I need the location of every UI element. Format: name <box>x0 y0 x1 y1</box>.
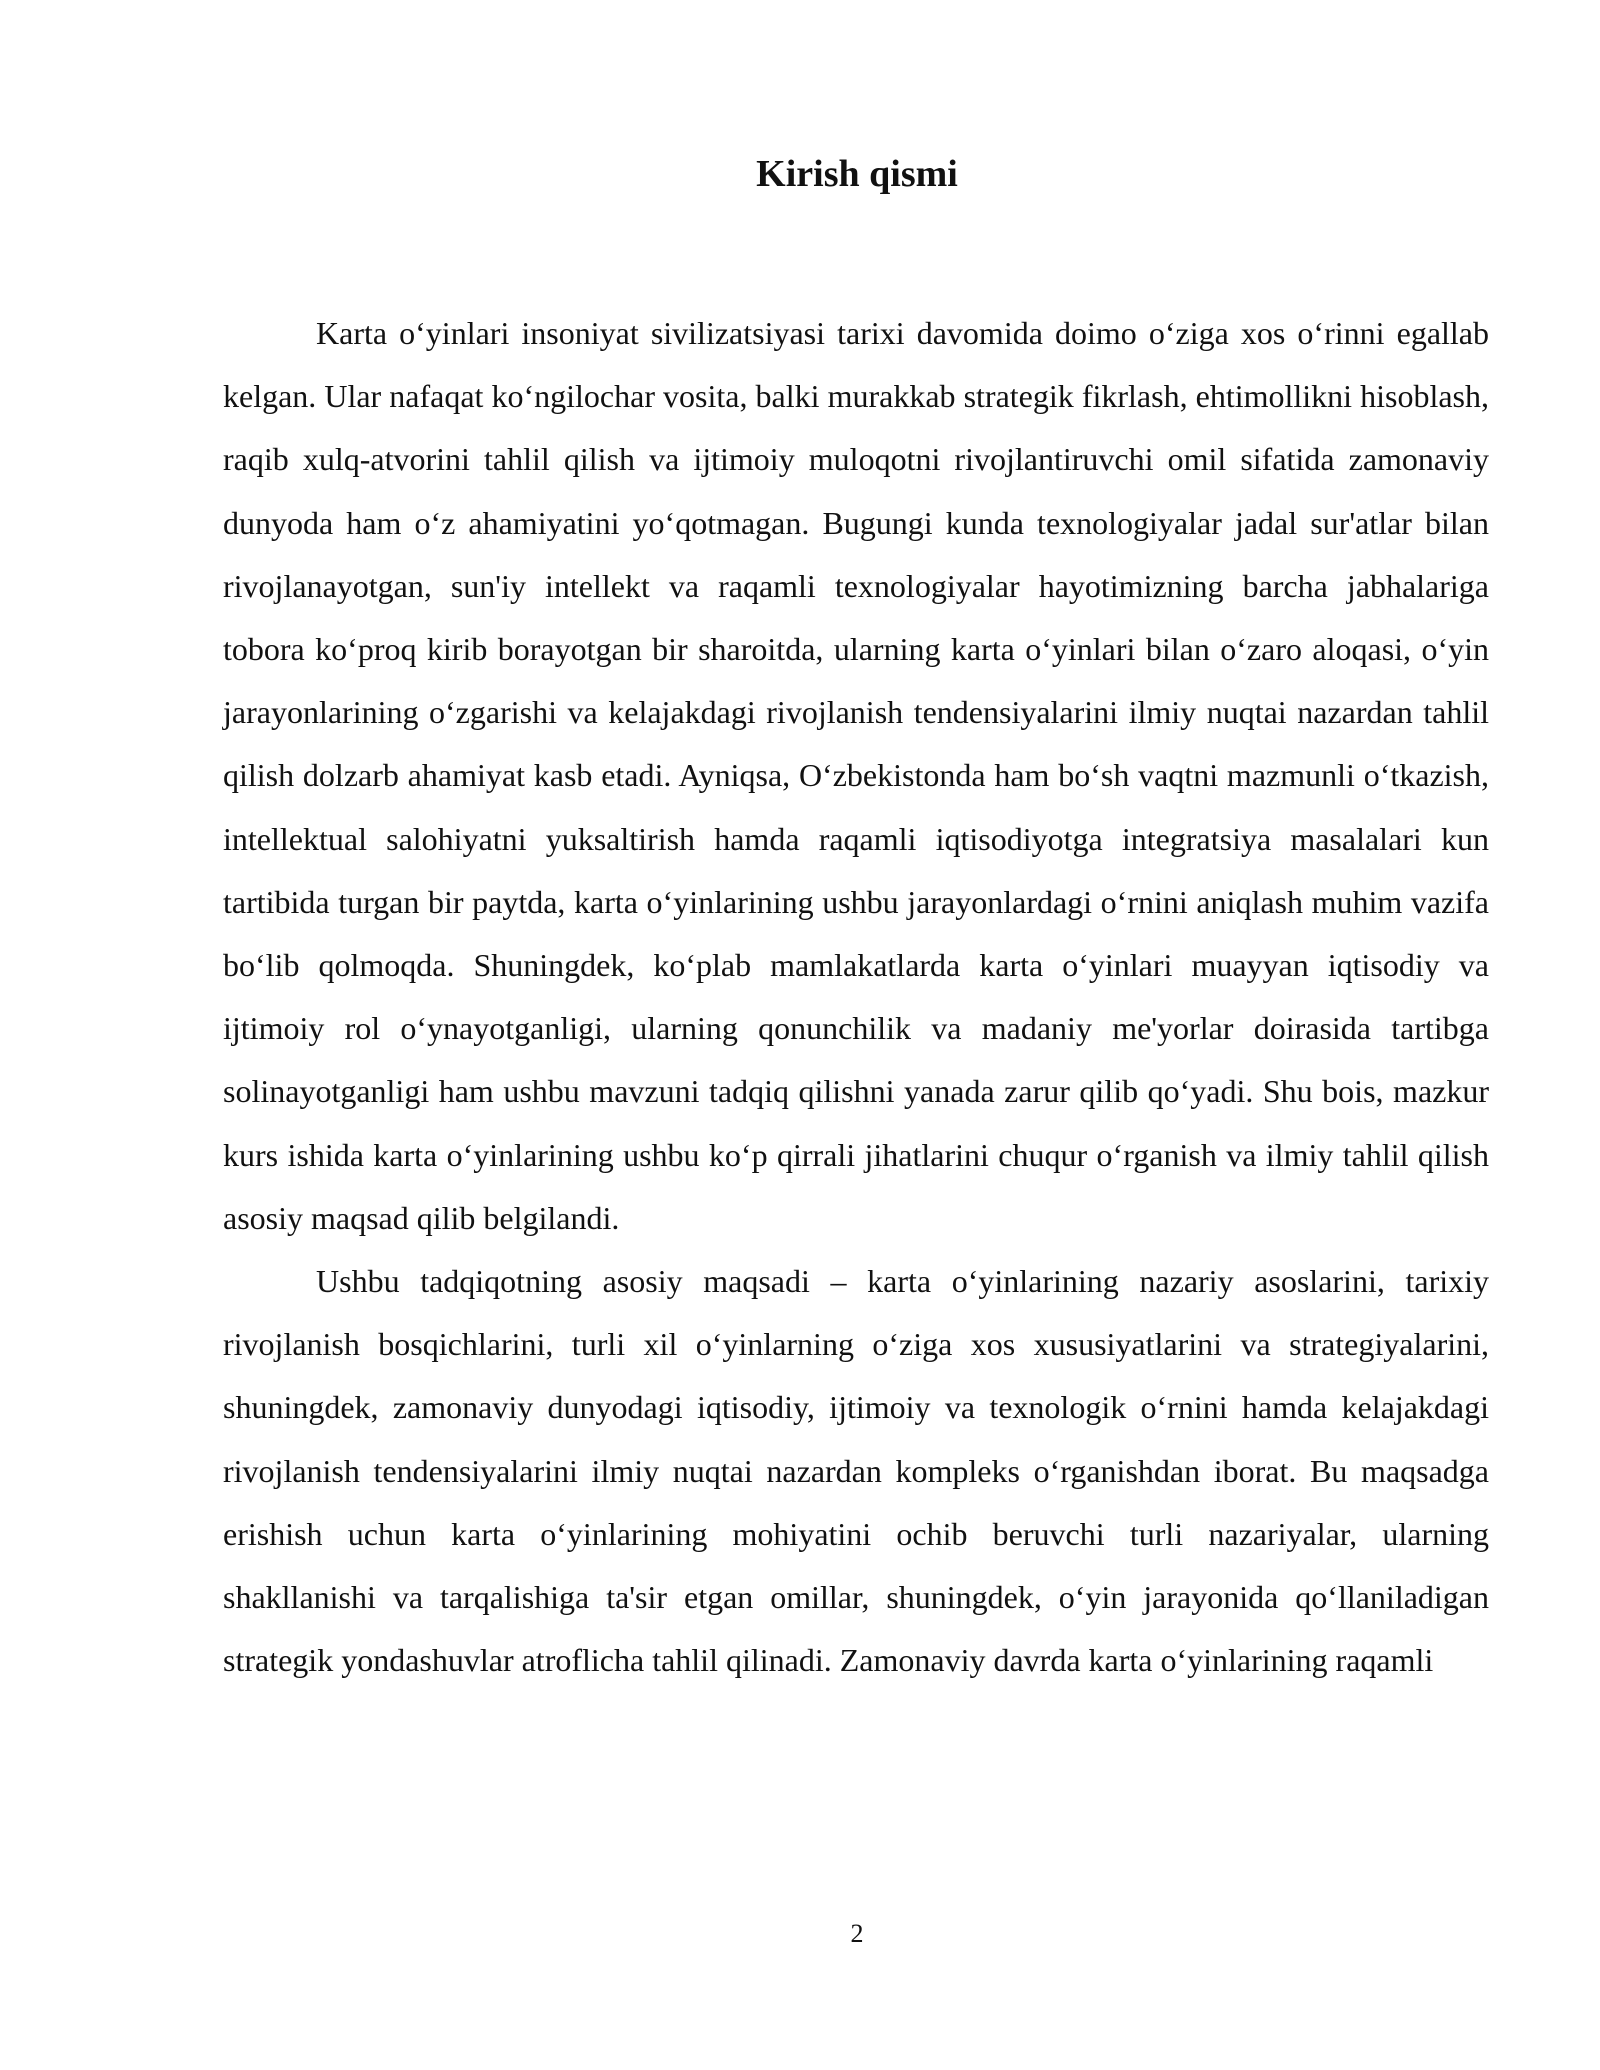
paragraph: Ushbu tadqiqotning asosiy maqsadi – karta o‘yinlarining nazariy asoslarini, tarixiy rivojlanish bosqichlarini, turli xil o‘yinlarning o‘ziga xos xususiyatlarini va strategiyalarini, shuningdek, zamonaviy dunyodagi iqtisodiy, ijtimoiy va texnologik o‘rnini hamda kelajakdagi rivojlanish tendensiyalarini ilmiy nuqtai nazardan kompleks o‘rganishdan iborat. Bu maqsadga erishish uchun karta o‘yinlarining mohiyatini ochib beruvchi turli nazariyalar, ularning shakllanishi va tarqalishiga ta'sir etgan omillar, shuningdek, o‘yin jarayonida qo‘llaniladigan strategik yondashuvlar atroflicha tahlil qilinadi. Zamonaviy davrda karta o‘yinlarining raqamli <box>223 1263 1489 1679</box>
body-text <box>223 302 1489 1692</box>
page-number: 2 <box>850 1919 864 1948</box>
page-title: Kirish qismi <box>756 153 958 195</box>
paragraph: Karta o‘yinlari insoniyat sivilizatsiyasi tarixi davomida doimo o‘ziga xos o‘rinni egallab kelgan. Ular nafaqat ko‘ngilochar vosita, balki murakkab strategik fikrlash, ehtimollikni hisoblash, raqib xulq-atvorini tahlil qilish va ijtimoiy muloqotni rivojlantiruvchi omil sifatida zamonaviy dunyoda ham o‘z ahamiyatini yo‘qotmagan. Bugungi kunda texnologiyalar jadal sur'atlar bilan rivojlanayotgan, sun'iy intellekt va raqamli texnologiyalar hayotimizning barcha jabhalariga tobora ko‘proq kirib borayotgan bir sharoitda, ularning karta o‘yinlari bilan o‘zaro aloqasi, o‘yin jarayonlarining o‘zgarishi va kelajakdagi rivojlanish tendensiyalarini ilmiy nuqtai nazardan tahlil qilish dolzarb ahamiyat kasb etadi. Ayniqsa, O‘zbekistonda ham bo‘sh vaqtni mazmunli o‘tkazish, intellektual salohiyatni yuksaltirish hamda raqamli iqtisodiyotga integratsiya masalalari kun tartibida turgan bir paytda, karta o‘yinlarining ushbu jarayonlardagi o‘rnini aniqlash muhim vazifa bo‘lib qolmoqda. Shuningdek, ko‘plab mamlakatlarda karta o‘yinlari muayyan iqtisodiy va ijtimoiy rol o‘ynayotganligi, ularning qonunchilik va madaniy me'yorlar doirasida tartibga solinayotganligi ham ushbu mavzuni tadqiq qilishni yanada zarur qilib qo‘yadi. Shu bois, mazkur kurs ishida karta o‘yinlarining ushbu ko‘p qirrali jihatlarini chuqur o‘rganish va ilmiy tahlil qilish asosiy maqsad qilib belgilandi. <box>223 315 1489 1236</box>
